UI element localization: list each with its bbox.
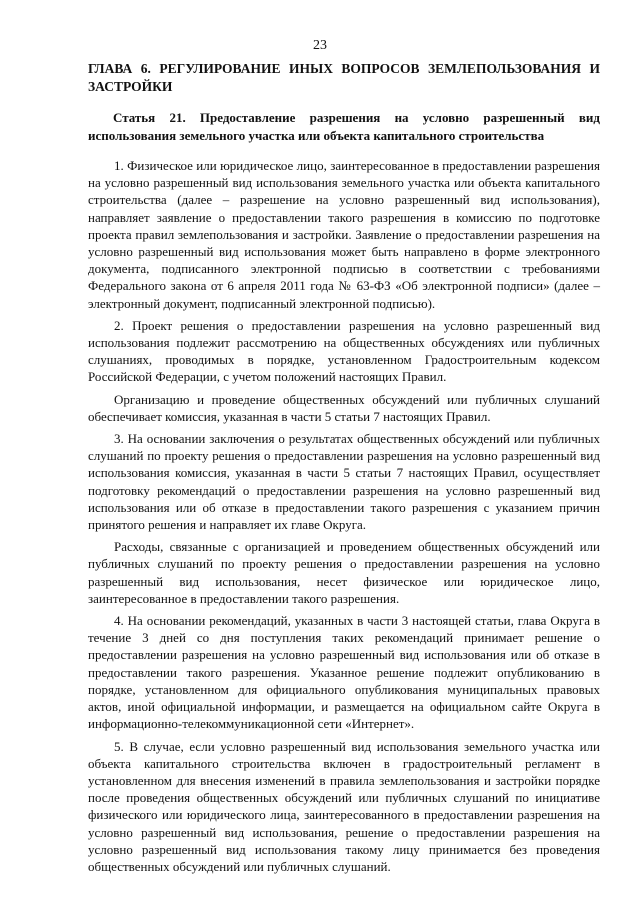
article-title: Статья 21. Предоставление разрешения на условно разрешенный вид использования земельного участка или объекта капитального строительства — [88, 110, 600, 143]
paragraph-part-4: 4. На основании рекомендаций, указанных в части 3 настоящей статьи, глава Округа в течение 3 дней со дня поступления таких рекомендаций принимает решение о предоставлении разрешения на условно разрешенный вид использования или об отказе в предоставлении такого разрешения. Указанное решение подлежит опубликованию в порядке, установленном для официального опубликования муниципальных правовых актов, иной официальной информации, и размещается на официальном сайте Округа в информационно-телекоммуникационной сети «Интернет». — [88, 613, 600, 732]
paragraph-part-2: 2. Проект решения о предоставлении разрешения на условно разрешенный вид использования подлежит рассмотрению на общественных обсуждениях или публичных слушаниях, проводимых в порядке, установленном Градостроительным кодексом Российской Федерации, с учетом положений настоящих Правил. — [88, 317, 600, 385]
article-body — [88, 157, 600, 880]
chapter-title: ГЛАВА 6. РЕГУЛИРОВАНИЕ ИНЫХ ВОПРОСОВ ЗЕМЛЕПОЛЬЗОВАНИЯ И ЗАСТРОЙКИ — [88, 61, 600, 94]
paragraph-part-1: 1. Физическое или юридическое лицо, заинтересованное в предоставлении разрешения на условно разрешенный вид использования земельного участка или объекта капитального строительства (далее – разрешение на условно разрешенный вид использования), направляет заявление о предоставлении такого разрешения в комиссию по подготовке проекта правил землепользования и застройки. Заявление о предоставлении разрешения на условно разрешенный вид использования может быть направлено в форме электронного документа, подписанного электронной подписью в соответствии с требованиями Федерального закона от 6 апреля 2011 года № 63-ФЗ «Об электронной подписи» (далее – электронный документ, подписанный электронной подписью). — [88, 158, 600, 311]
paragraph-part-5: 5. В случае, если условно разрешенный вид использования земельного участка или объекта капитального строительства включен в градостроительный регламент в установленном для внесения изменений в правила землепользования и застройки порядке после проведения общественных обсуждений или публичных слушаний по инициативе физического или юридического лица, заинтересованного в предоставлении разрешения на условно разрешенный вид использования, решение о предоставлении разрешения на условно разрешенный вид использования такому лицу принимается без проведения общественных обсуждений или публичных слушаний. — [88, 738, 600, 874]
page-number: 23 — [313, 38, 327, 53]
paragraph-part-3-continued: Расходы, связанные с организацией и проведением общественных обсуждений или публичных слушаний по проекту решения о предоставлении разрешения на условно разрешенный вид использования, несет физическое или юридическое лицо, заинтересованное в предоставлении такого разрешения. — [88, 539, 600, 606]
paragraph-part-3: 3. На основании заключения о результатах общественных обсуждений или публичных слушаний по проекту решения о предоставлении разрешения на условно разрешенный вид использования комиссия, указанная в части 5 статьи 7 настоящих Правил, осуществляет подготовку рекомендаций о предоставлении разрешения на условно разрешенный вид использования или об отказе в предоставлении такого разрешения с указанием причин принятого решения и направляет их главе Округа. — [88, 431, 600, 533]
paragraph-part-2-continued: Организацию и проведение общественных обсуждений или публичных слушаний обеспечивает комиссия, указанная в части 5 статьи 7 настоящих Правил. — [88, 391, 600, 424]
